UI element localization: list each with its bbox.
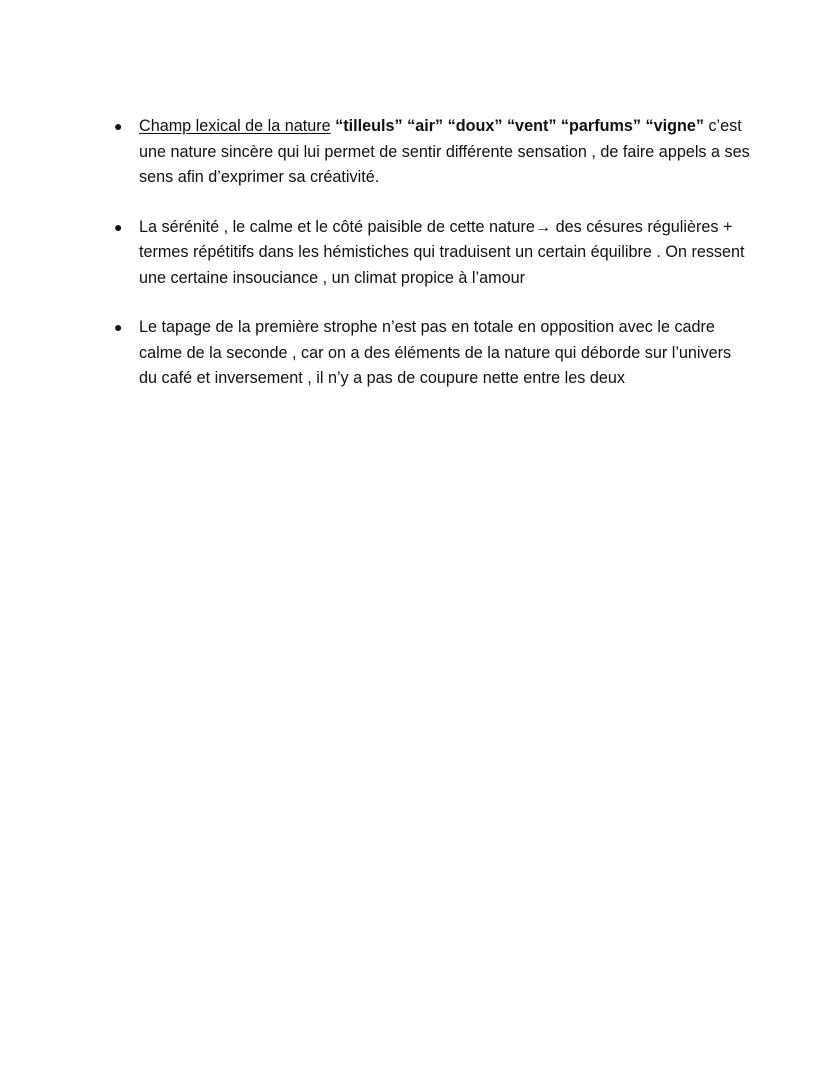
bullet-icon: ●: [114, 319, 123, 335]
item-text: c’est une nature sincère qui lui permet de sentir différente sensation , de faire appels a ses sens afin d’exprimer sa créativité.: [139, 117, 750, 186]
bullet-icon: ●: [114, 118, 123, 134]
bullet-icon: ●: [114, 218, 123, 235]
list-item-tapage: [112, 315, 752, 392]
list-item-nature-lexical-field: [112, 114, 752, 191]
bullet-list: [112, 114, 752, 416]
item-text: La sérénité , le calme et le côté paisible de cette nature→ des césures régulières + termes répétitifs dans les hémistiches qui traduisent un certain équilibre . On ressent une certaine insouciance , un climat propice à l’amour: [139, 217, 745, 287]
item-text: Le tapage de la première strophe n’est pas en totale en opposition avec le cadre calme de la seconde , car on a des éléments de la nature qui déborde sur l’univers du café et inversement , il n’y a pas de coupure nette entre les deux: [139, 318, 732, 387]
quoted-words: “tilleuls” “air” “doux” “vent” “parfums” “vigne”: [335, 117, 704, 135]
list-item-serenity: [112, 215, 752, 292]
underlined-heading: Champ lexical de la nature: [139, 117, 331, 135]
